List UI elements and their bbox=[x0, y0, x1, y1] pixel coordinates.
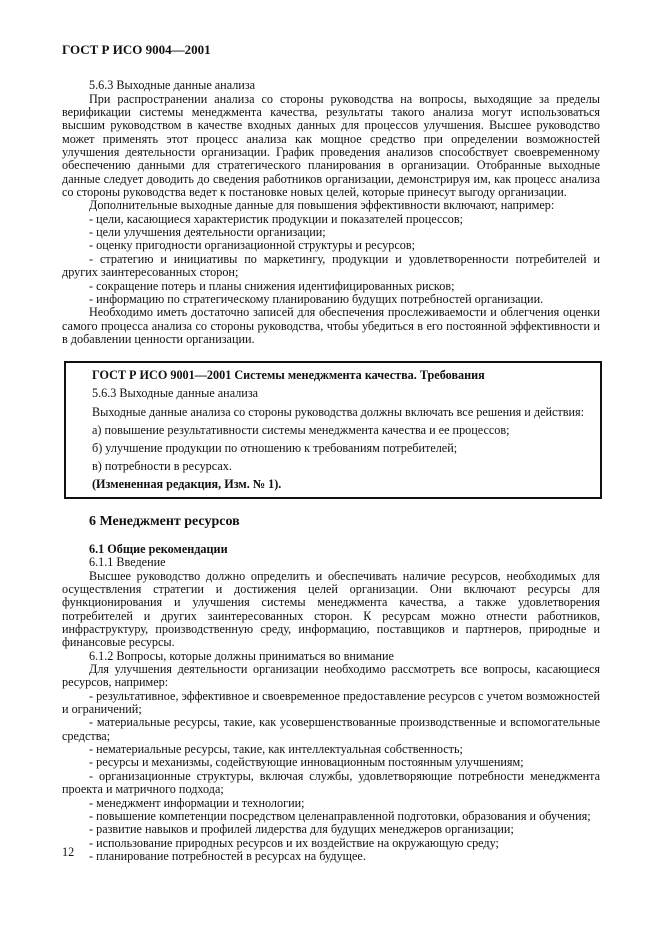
box-title: ГОСТ Р ИСО 9001—2001 Системы менеджмента качества. Требования bbox=[92, 368, 485, 383]
page-number: 12 bbox=[62, 845, 75, 859]
list-item: - информацию по стратегическому планированию будущих потребностей организации. bbox=[89, 291, 544, 306]
box-item: в) потребности в ресурсах. bbox=[92, 459, 232, 474]
section-title: 5.6.3 Выходные данные анализа bbox=[89, 78, 256, 93]
paragraph: Высшее руководство должно определить и обеспечивать наличие ресурсов, необходимых для осуществления стратегии и достижения целей организации. Они включают ресурсы для функционирования и улучшения системы менеджмента качества, а также удовлетворения потребителей и других заинтересованных сторон. К ресурсам можно отнести работников, инфраструктуру, производственную среду, информацию, поставщиков и партнеров, природные и финансовые ресурсы. bbox=[62, 568, 600, 650]
list-item: - организационные структуры, включая службы, удовлетворяющие потребности менеджмента проекта и матричного подхода; bbox=[62, 768, 600, 797]
quoted-standard-box bbox=[64, 361, 602, 498]
box-item: б) улучшение продукции по отношению к требованиям потребителей; bbox=[92, 441, 458, 456]
box-item: а) повышение результативности системы менеджмента качества и ее процессов; bbox=[92, 422, 510, 437]
list-item: - развитие навыков и профилей лидерства для будущих менеджеров организации; bbox=[89, 822, 514, 837]
box-text: Выходные данные анализа со стороны руководства должны включать все решения и действия: bbox=[92, 404, 585, 419]
subsection-title: 6.1.1 Введение bbox=[89, 555, 166, 570]
list-item: - материальные ресурсы, такие, как усовершенствованные производственные и вспомогательные средства; bbox=[62, 715, 600, 743]
list-item: - оценку пригодности организационной структуры и ресурсов; bbox=[89, 238, 415, 253]
subsection-title: 6.1.2 Вопросы, которые должны приниматься во внимание bbox=[89, 648, 394, 663]
list-item: - менеджмент информации и технологии; bbox=[89, 795, 305, 810]
box-subtitle: 5.6.3 Выходные данные анализа bbox=[92, 386, 259, 401]
box-note: (Измененная редакция, Изм. № 1). bbox=[92, 477, 282, 492]
list-item: - планирование потребностей в ресурсах на будущее. bbox=[89, 848, 366, 863]
paragraph: Дополнительные выходные данные для повышения эффективности включают, например: bbox=[89, 198, 555, 213]
document-header: ГОСТ Р ИСО 9004—2001 bbox=[62, 42, 211, 57]
list-item: - результативное, эффективное и своевременное предоставление ресурсов с учетом возможностей и ограничений; bbox=[62, 688, 600, 717]
paragraph: При распространении анализа со стороны руководства на вопросы, выходящие за пределы верификации системы менеджмента качества, результаты такого анализа могут использоваться высшим руководством в качестве входных данных для процессов улучшения. Высшее руководство может применять этот процесс анализа как мощное средство при определении возможностей улучшения деятельности организации. График проведения анализов способствует своевременному обеспечению данными для стратегического планирования в организации. Отобранные выходные данные следует доводить до сведения работников организации, демонстрируя им, как процесс анализа со стороны руководства ведет к постановке новых целей, которые принесут выгоду организации. bbox=[62, 91, 600, 200]
list-item: - повышение компетенции посредством целенаправленной подготовки, образования и обучения; bbox=[89, 808, 591, 823]
list-item: - ресурсы и механизмы, содействующие инновационным постоянным улучшениям; bbox=[89, 755, 524, 770]
list-item: - сокращение потерь и планы снижения идентифицированных рисков; bbox=[89, 278, 455, 293]
list-item: - цели улучшения деятельности организации; bbox=[89, 225, 326, 240]
paragraph: Необходимо иметь достаточно записей для обеспечения прослеживаемости и облегчения оценки самого процесса анализа со стороны руководства, чтобы убедиться в его постоянной эффективности и в добавлении ценности организации. bbox=[62, 305, 600, 346]
document-page bbox=[62, 43, 600, 863]
subsection-title: 6.1 Общие рекомендации bbox=[89, 541, 228, 556]
list-item: - цели, касающиеся характеристик продукции и показателей процессов; bbox=[89, 211, 464, 226]
list-item: - нематериальные ресурсы, такие, как интеллектуальная собственность; bbox=[89, 742, 463, 757]
chapter-heading: 6 Менеджмент ресурсов bbox=[89, 513, 240, 529]
list-item: - стратегию и инициативы по маркетингу, продукции и удовлетворенности потребителей и других заинтересованных сторон; bbox=[62, 251, 600, 280]
paragraph: Для улучшения деятельности организации необходимо рассмотреть все вопросы, касающиеся ресурсов, например: bbox=[62, 662, 600, 690]
list-item: - использование природных ресурсов и их воздействие на окружающую среду; bbox=[89, 835, 499, 850]
